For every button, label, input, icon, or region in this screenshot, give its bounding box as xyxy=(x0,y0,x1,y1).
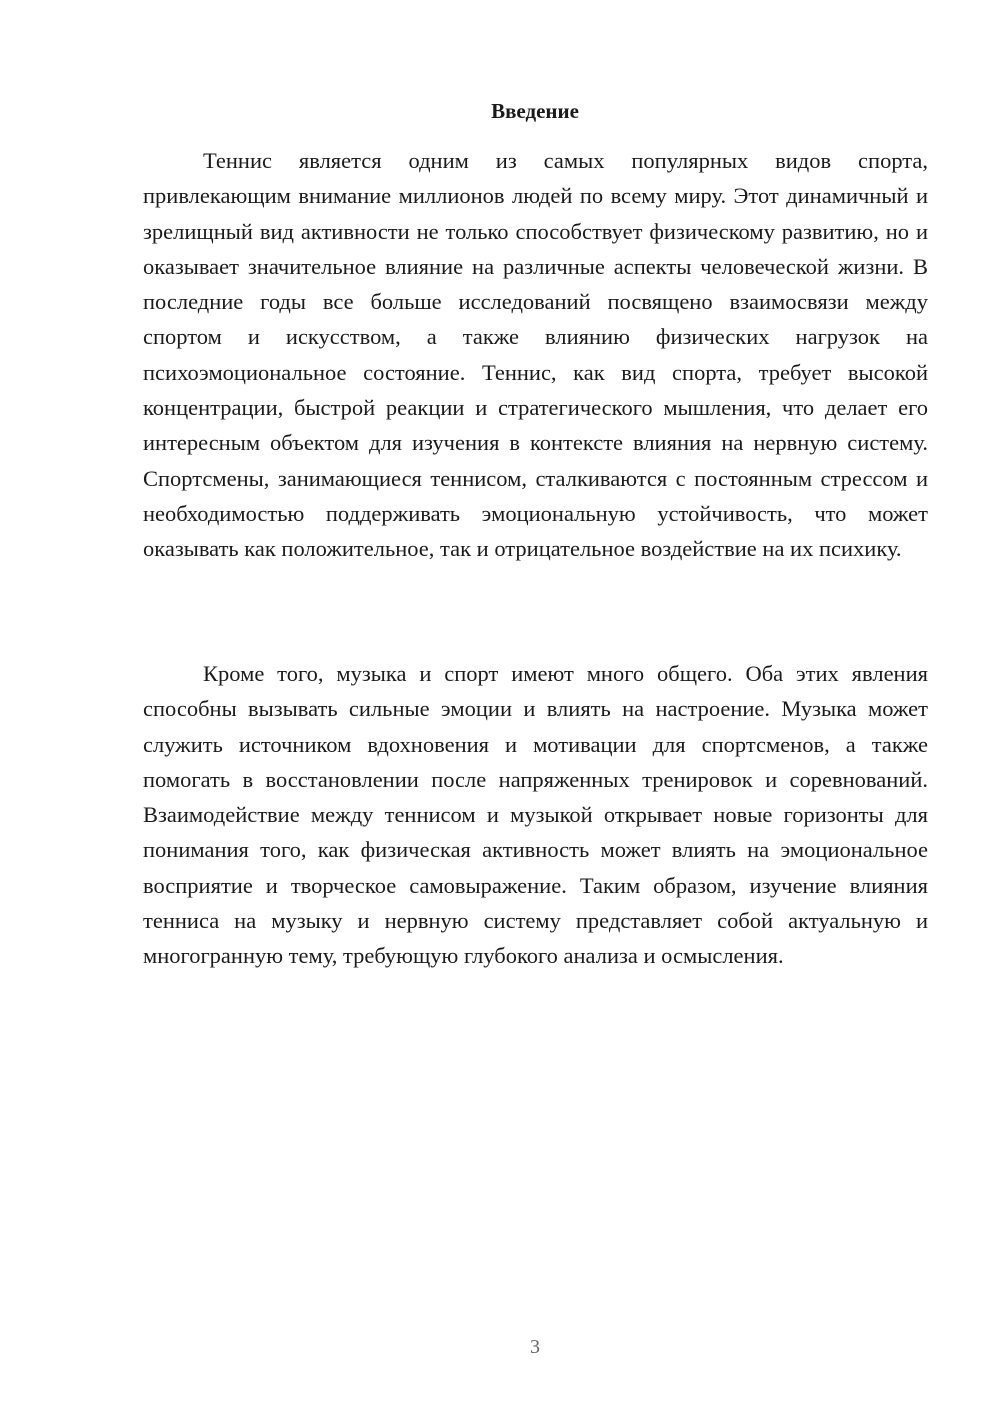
section-heading: Введение xyxy=(491,99,579,123)
page-number: 3 xyxy=(530,1336,540,1358)
paragraph-1: Теннис является одним из самых популярных видов спорта, привлекающим внимание миллионов людей по всему миру. Этот динамичный и зрелищный вид активности не только способствует физическому развитию, но и оказывает значительное влияние на различные аспекты человеческой жизни. В последние годы все больше исследований посвящено взаимосвязи между спортом и искусством, а также влиянию физических нагрузок на психоэмоциональное состояние. Теннис, как вид спорта, требует высокой концентрации, быстрой реакции и стратегического мышления, что делает его интересным объектом для изучения в контексте влияния на нервную систему. Спортсмены, занимающиеся теннисом, сталкиваются с постоянным стрессом и необходимостью поддерживать эмоциональную устойчивость, что может оказывать как положительное, так и отрицательное воздействие на их психику. xyxy=(143,148,928,562)
paragraph-2: Кроме того, музыка и спорт имеют много общего. Оба этих явления способны вызывать сильные эмоции и влиять на настроение. Музыка может служить источником вдохновения и мотивации для спортсменов, а также помогать в восстановлении после напряженных тренировок и соревнований. Взаимодействие между теннисом и музыкой открывает новые горизонты для понимания того, как физическая активность может влиять на эмоциональное восприятие и творческое самовыражение. Таким образом, изучение влияния тенниса на музыку и нервную систему представляет собой актуальную и многогранную тему, требующую глубокого анализа и осмысления. xyxy=(143,661,928,969)
